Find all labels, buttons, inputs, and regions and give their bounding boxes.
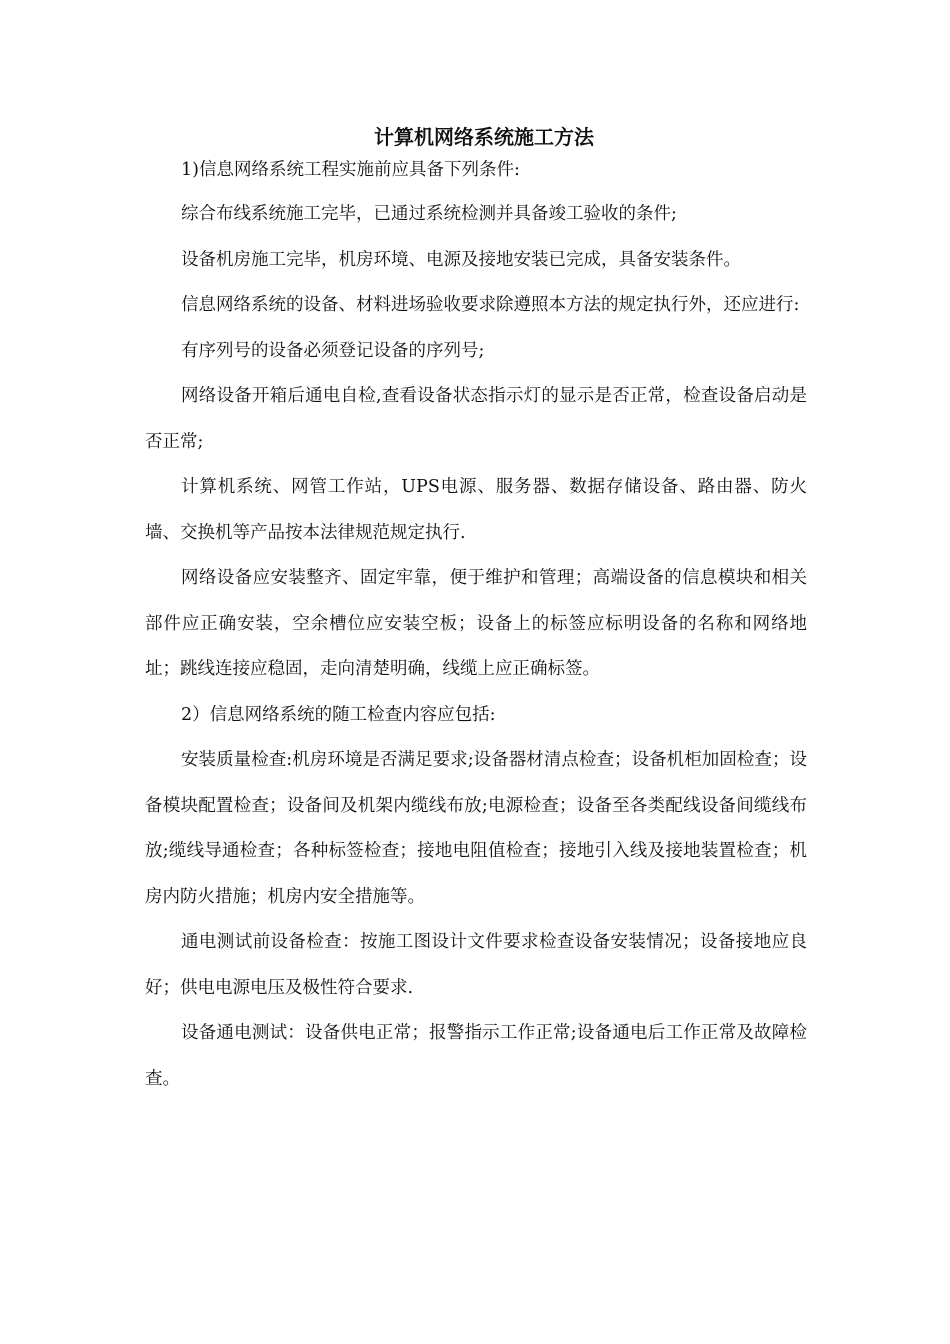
paragraph-machine-room-complete: 设备机房施工完毕，机房环境、电源及接地安装已完成，具备安装条件。 <box>181 249 741 270</box>
document-body <box>145 120 807 1102</box>
document-title: 计算机网络系统施工方法 <box>374 125 594 149</box>
paragraph-power-on-test: 设备通电测试：设备供电正常；报警指示工作正常;设备通电后工作正常及故障检查。 <box>145 1023 807 1089</box>
paragraph-cabling-complete: 综合布线系统施工完毕，已通过系统检测并具备竣工验收的条件; <box>181 204 677 224</box>
paragraph-installation-requirements: 网络设备应安装整齐、固定牢靠，便于维护和管理；高端设备的信息模块和相关部件应正确安装，空余槽位应安装空板；设备上的标签应标明设备的名称和网络地址；跳线连接应稳固，走向清楚明确，线缆上应正确标签。 <box>145 568 807 679</box>
paragraph-installation-quality-check: 安装质量检查:机房环境是否满足要求;设备器材清点检查；设备机柜加固检查；设备模块配置检查；设备间及机架内缆线布放;电源检查；设备至各类配线设备间缆线布放;缆线导通检查；各种标签检查；接地电阻值检查；接地引入线及接地装置检查；机房内防火措施；机房内安全措施等。 <box>145 750 807 907</box>
paragraph-serial-numbers: 有序列号的设备必须登记设备的序列号; <box>181 340 485 361</box>
paragraph-power-on-self-test: 网络设备开箱后通电自检,查看设备状态指示灯的显示是否正常，检查设备启动是否正常; <box>145 386 807 452</box>
paragraph-pre-power-check: 通电测试前设备检查：按施工图设计文件要求检查设备安装情况；设备接地应良好；供电电源电压及极性符合要求. <box>145 932 807 998</box>
paragraph-product-standards: 计算机系统、网管工作站，UPS电源、服务器、数据存储设备、路由器、防火墙、交换机等产品按本法律规范规定执行. <box>145 477 807 543</box>
paragraph-inspection-heading: 2）信息网络系统的随工检查内容应包括: <box>181 704 496 725</box>
paragraph-acceptance-requirements: 信息网络系统的设备、材料进场验收要求除遵照本方法的规定执行外，还应进行: <box>181 295 800 315</box>
paragraph-conditions-heading: 1)信息网络系统工程实施前应具备下列条件: <box>181 160 520 180</box>
